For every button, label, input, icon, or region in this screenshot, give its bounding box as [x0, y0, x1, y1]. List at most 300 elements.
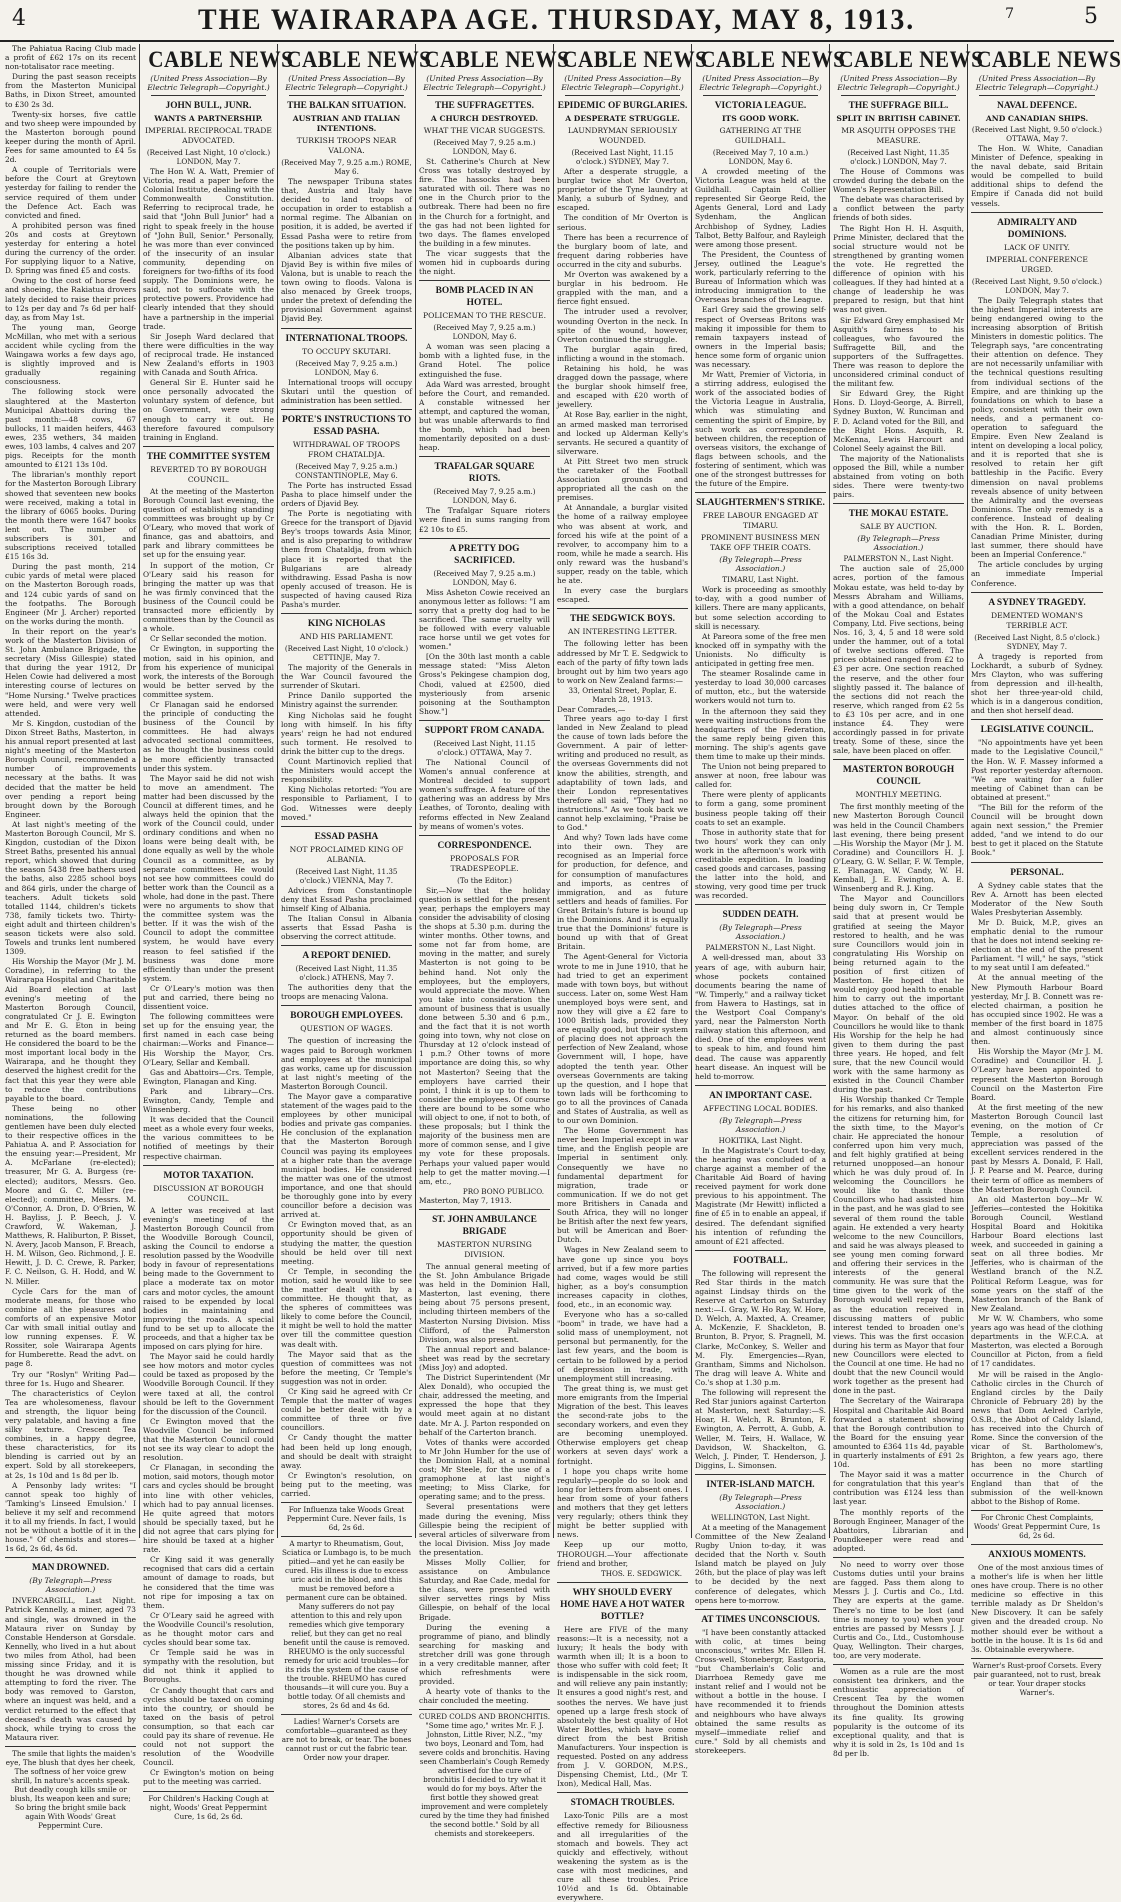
article-heading: THE SUFFRAGETTES.	[435, 101, 534, 111]
article-subheading: DEMENTED WOMAN'S TERRIBLE ACT.	[991, 610, 1083, 630]
dateline: (Received Last Night, 11.35 o'clock.) VIENNA, May 7.	[295, 866, 398, 885]
divider-rule	[419, 835, 550, 836]
divider-rule	[695, 1085, 826, 1086]
paragraph: Albanian advices state that Djavid Bey is within five miles of Valona, but is unable to reach the town owing to floods. Valona is also menaced by Greek troops, under the pretext of defending the provisional Government against Djavid Bey.	[281, 250, 412, 324]
divider-rule	[427, 95, 542, 96]
article-heading: ESSAD PASHA	[314, 831, 379, 842]
article-heading: PORTE'S INSTRUCTIONS TO ESSAD PASHA.	[281, 414, 412, 437]
divider-rule	[419, 280, 550, 281]
divider-rule	[5, 1557, 136, 1558]
divider-rule	[695, 1474, 826, 1475]
divider-rule	[971, 1658, 1103, 1659]
paragraph: His Worship the Mayor (Mr J. M. Coradine), in referring to the Wairarapa Hospital and Charitable Aid Board election at last evening's meeting of the Masterton Borough Council, congratulated Cr J. E. Ewington and Mr E. G. Eton in being returned as the board members. He considered the board to be the most important local body in the Wairarapa, and he thought they deserved the highest credit for the fact that this year they were able to reduce the contributions payable to the board.	[5, 957, 136, 1103]
paragraph: Cr Ewington, in supporting the motion, said in his opinion, and from his experience of municipal work, the interests of the Borough would be better served by the committee system.	[143, 644, 274, 699]
paragraph: Ada Ward was arrested, brought before the Court, and remanded. A constable witnessed her attempt, and captured the woman, but was unable afterwards to find the bomb, which had been momentarily deposited on a dust-heap.	[419, 379, 550, 453]
paragraph: The burglar again fired, inflicting a wound in the stomach.	[557, 344, 688, 363]
divider-rule	[971, 212, 1103, 213]
divider-rule	[281, 1714, 412, 1715]
cable-news-heading: CABLE NEWS	[838, 47, 984, 72]
paragraph: The following will represent the Red Star thirds in the match against Lindsay thirds on the Reserve at Carterton on Saturday next:—I. Gray, W. Ho Ray, W. Hore, D. Welch, A. Maxted, A. Creamer, A. McKenzie, F. Shackleton, B. Brunton, B. Pryor, S. Pragnell, M. Clarke, McConkey, S. Weller and M. Fly. Emergencies—Ryan, Grantham, Simms and Nicholson. The drag will leave A. White and Co.'s shop at 1.30 p.m.	[695, 1268, 826, 1387]
paragraph: Cr O'Leary's motion was then put and carried, there being no dissentient voice.	[143, 983, 274, 1012]
paragraph: King Nicholas said he fought long with himself. In his fifty years' reign he had not endured such torment. He resolved to drink the bitter cup to the dregs.	[281, 710, 412, 756]
article-subheading: GATHERING AT THE GUILDHALL.	[719, 126, 802, 145]
column-2	[140, 44, 294, 1821]
paragraph: A well-dressed man, about 33 years of age, with auburn hair, whose pockets contained documents bearing the name of "W. Timperly," and a railway ticket from Hawera to Hastings, sat in the Westport Coal Company's yard, near the Palmerston North railway station this afternoon, and died. One of the employees went to speak to him, and found him dead. The cause was apparently heart disease. An inquest will be held to-morrow.	[695, 953, 826, 1081]
article-heading: STOMACH TROUBLES.	[570, 1798, 675, 1809]
paragraph: At Annandale, a burglar visited the home of a railway employee who was absent at work, and forced his wife at the point of a revolver, to accompany him to a room, while he made a search. His only reward was the husband's supper, ready on the table, which he ate.	[557, 503, 688, 586]
paragraph: Twenty-six horses, five cattle and two sheep were impounded by the Masterton borough pound keeper during the month of April. Fees for same amounted to £4 5s 2d.	[5, 109, 136, 165]
article-heading: TRAFALGAR SQUARE RIOTS.	[434, 462, 535, 485]
column-8	[968, 44, 1121, 1697]
divider-rule	[971, 1544, 1103, 1545]
page-number-left: 4	[12, 6, 26, 31]
article-heading: BOMB PLACED IN AN HOTEL.	[435, 286, 534, 309]
paragraph: At Pitt Street two men struck the caretaker of the Football Association grounds and appropriated all the cash on the premises.	[557, 456, 688, 503]
byline: (By Telegraph—Press Association.)	[719, 1115, 802, 1134]
article-heading: AT TIMES UNCONSCIOUS.	[701, 1614, 820, 1625]
article-subheading: TO OCCUPY SKUTARI.	[302, 346, 391, 356]
paragraph: The Secretary of the Wairarapa Hospital and Charitable Aid Board forwarded a statement showing that the Borough contribution to the Board for the ensuing year amounted to £364 11s 4d, payable in quarterly instalments of £91 2s 10d.	[833, 1396, 964, 1470]
advertisement: Women as a rule are the most consistent tea drinkers, and the enthusiastic appreciation of Crescent Tea by the women throughout the Dominion attests its fine quality. Its growing popularity is the outcome of its exceptional quality, and that is why it is sold in 2s, 1s 10d and 1s 8d per lb.	[833, 1667, 964, 1758]
article-heading: CORRESPONDENCE.	[437, 840, 532, 851]
verse-advertisement: The smile that lights the maiden's eye, The blush that dyes her cheek, The softness of her voice grew shrill, In nature's accents speak. But deadly cough kills smile or blush, Its weapon keen and sure; So bring the bright smile back again With Woods' Great Peppermint Cure.	[5, 1748, 136, 1830]
paragraph: A couple of Territorials were before the Court at Greytown yesterday for failing to render the service required of them under the Defence Act. Each was convicted and fined.	[5, 165, 136, 220]
paragraph: Cr Flanagan said he endorsed the principle of conducting the business of the Council by committees. He had always advocated sectional committees, as he thought the business could be more efficiently transacted under this system.	[143, 699, 274, 773]
divider-rule	[281, 409, 412, 410]
article-subheading: QUESTION OF WAGES.	[300, 1024, 393, 1034]
article-heading: VICTORIA LEAGUE.	[714, 101, 807, 111]
paragraph: The debate was characterised by a conflict between the party friends of both sides.	[833, 195, 964, 223]
press-association-line: (United Press Association—By Electric Telegraph—Copyright.)	[837, 74, 960, 92]
paragraph: St. Catherine's Church at New Cross was totally destroyed by fire. The hassocks had been saturated with oil. There was no one in the Church prior to the outbreak. There had been no fire in the Church for a fortnight, and the gas had not been lighted for two days. The flames enveloped the building in a few minutes.	[419, 157, 550, 248]
paragraph: In support of the motion, Cr O'Leary said his reason for bringing the matter up was that he was firmly convinced that the business of the Council could be transacted more efficiently by committees than by the Council as a whole.	[143, 560, 274, 634]
paragraph: Several presentations were made during the evening, Miss Gillespie being the recipient of several articles of silverware from the local Division. Miss Joy made the presentation.	[419, 1502, 550, 1557]
paragraph: The House of Commons was crowded during the debate on the Women's Representation Bill.	[833, 167, 964, 195]
paragraph: At last night's meeting of the Masterton Borough Council, Mr S. Kingdon, custodian of the Dixon Street Baths, presented his annual report, which showed that during the season 5438 free bathers used the baths, also 2285 school boys and 864 girls, under the charge of teachers. Adult tickets sold totalled 1144, children's tickets 738, family tickets two. Thirty-eight adult and thirteen children's season tickets were also sold. Towels and trunks lent numbered 1309.	[5, 819, 136, 957]
article-heading: NAVAL DEFENCE.	[997, 101, 1077, 111]
cable-news-heading: CABLE NEWS	[148, 47, 294, 72]
article-subheading: PROMINENT BUSINESS MEN TAKE OFF THEIR COATS.	[700, 533, 821, 553]
divider-rule	[971, 862, 1103, 863]
dateline: (Received May 7, 9.25 a.m.) LONDON, May 6.	[433, 138, 536, 156]
paragraph: The authorities deny that the troops are menacing Valona.	[281, 983, 412, 1002]
byline: (By Telegraph—Press Association.)	[857, 534, 940, 553]
article-subheading: POLICEMAN TO THE RESCUE.	[422, 311, 547, 321]
divider-rule	[557, 608, 688, 609]
paragraph: A crowded meeting of the Victoria League was held at the Guildhall. Captain Collier represented Sir George Reid, the Agents General, Lord and Lady Sydenham, the Anglican Archbishop of Sydney, Ladies Talbot, Betty Balfour, and Rayleigh were among those present.	[695, 167, 826, 249]
paragraph: The following stock were slaughtered at the Masterton Municipal Abattoirs during the past month:—48 cows, 67 bullocks, 11 maiden heifers, 4463 ewes, 235 wethers, 34 maiden ewes, 103 lambs, 4 calves and 207 pigs. Receipts for the month amounted to £121 13s 10d.	[5, 387, 136, 470]
paragraph: The Agent-General for Victoria wrote to me in June 1910, that he had tried to get an experiment made with town boys, but without success. Later on, some West Ham unemployed boys were sent, and now they will give a £2 fare to 1000 British lads, provided they are equally good, but their system of placing does not approach the perfection of New Zealand, whose Government will, I hope, have adopted the tenth year. Other overseas Governments are taking up the question, and I hope that town lads will be forthcoming to go to all the provinces of Canada and States of Australia, as well as to our own Dominion.	[557, 952, 688, 1126]
advertisement: No need to worry over those Customs duties until your brains are fagged. Pass them along to Messrs J. J. Curtis and Co., Ltd. They are experts at the game. There's no time to be lost (and time is money to you) when your entries are passed by Messrs J. J. Curtis and Co., Ltd., Customhouse Quay, Wellington. Their charges, too, are very moderate.	[833, 1560, 964, 1660]
paragraph: Everyone who has a so-called "boom" in trade, we have had a solid mass of unemployment, not personal but permanently, for the last few years, and the boom is certain to be followed by a period of depression in trade, with unemployment still increasing.	[557, 1310, 688, 1383]
article-subheading: AND CANADIAN SHIPS.	[985, 114, 1089, 123]
paragraph: Cr Sellar seconded the motion.	[150, 634, 267, 644]
paragraph: Sir Joseph Ward declared that there were difficulties in the way of reciprocal trade. He instanced New Zealand's efforts in 1903 with Canada and South Africa.	[143, 331, 274, 378]
paragraph: At Pareora some of the free men knocked off in sympathy with the Unionists. No difficulty is anticipated in getting free men.	[695, 631, 826, 669]
paragraph: The Pahiatua Racing Club made a profit of £62 17s on its recent non-totalisator race meeting.	[5, 44, 136, 72]
paragraph: The condition of Mr Overton is serious.	[557, 213, 688, 232]
paragraph: The newspaper Tribuna states that, Austria and Italy have decided to land troops of occupation in order to establish a normal regime. The Albanian on position, it is added, be averted if Essad Pasha were to retire from the positions taken up by him.	[281, 177, 412, 250]
to-the-editor: (To the Editor.)	[457, 875, 512, 885]
article-subheading: REVERTED TO BY BOROUGH COUNCIL.	[150, 464, 267, 484]
paragraph: "The Bill for the reform of the Council will be brought down again next session," the Premier added, "and we intend to do our best to get it placed on the Statute Book."	[971, 802, 1103, 858]
paragraph: At the first meeting of the new Masterton Borough Council last evening, on the motion of Cr Temple, a resolution of appreciation was passed of the excellent services rendered in the past by Messrs A. Donald, F. Hall, J. P. Pearse and M. Pearce, during their term of office as members of the Masterton Borough Council.	[971, 1102, 1103, 1194]
paragraph: Owing to the cost of horse feed and shoeing, the Rakiatua drovers lately decided to raise their prices to 12s per day and 7s 6d per half-day, as from May 1st.	[5, 276, 136, 322]
paragraph: The Trafalgar Square rioters were fined in sums ranging from £2 10s to £5.	[419, 506, 550, 534]
divider-rule	[695, 492, 826, 493]
paragraph: And why? Town lads have come into their own. They are recognised as an Imperial force for production, for defence, and for consumption of manufactures and imports, as centres of immigration, and as future settlers and heads of families. For Great Britain's future is bound up in the Dominions. And it is equally true that the Dominions' future is bound up with that of Great Britain.	[557, 833, 688, 952]
article-subheading: AFFECTING LOCAL BODIES.	[703, 1103, 818, 1113]
columns	[2, 44, 1121, 1902]
advertisement: For Children's Hacking Cough at night, Woods' Great Peppermint Cure, 1s 6d, 2s 6d.	[148, 1793, 269, 1821]
press-association-line: (United Press Association—By Electric Telegraph—Copyright.)	[423, 74, 546, 92]
article-heading: THE BALKAN SITUATION.	[287, 101, 406, 111]
letter-salutation: Dear Comrades,—	[557, 704, 626, 714]
advertisement: For Chronic Chest Complaints, Woods' Great Peppermint Cure, 1s 6d, 2s 6d.	[973, 1512, 1101, 1540]
paragraph: The auction sale of 25,000 acres, portion of the famous Mokau estate, was held to-day by Messrs Abraham and Williams, with a good attendance, on behalf of the Mokau Coal and Estates Company, Ltd. Five sections, being Nos. 16, 3, 4, 5 and 18 were sold under the hammer, out of a total of twelve sections offered. The prices obtained ranged from £2 to £3 per acre. One section reached the reserve, and the other four slightly passed it. The balance of the sections did not reach the reserve, which ranged from £2 5s to £3 10s per acre, and in one instance £4. They were accordingly passed in for private treaty. Some of these, since the sale, have been placed on offer.	[833, 564, 964, 756]
divider-rule	[419, 456, 550, 457]
advertisement: For Influenza take Woods Great Peppermint Cure. Never fails, 1s 6d, 2s 6d.	[286, 1505, 407, 1533]
article-heading: THE SEDGWICK BOYS.	[570, 614, 675, 625]
cable-news-heading: CABLE NEWS	[976, 47, 1121, 72]
article-subheading: PROPOSALS FOR TRADESPEOPLE.	[450, 853, 519, 873]
paragraph: A Pensonby lady writes: "I cannot speak too highly of 'Tamking's Linseed Emulsion.' I believe it my self and recommend it to all my friends. In fact, I would not be without a bottle of it in the house." Of chemists and stores—1s 6d, 2s 6d, 4s 6d.	[5, 1480, 136, 1554]
paragraph: Wages in New Zealand seem to have gone up since you boys arrived, but if a few more parties had come, wages would be still higher, as a boy's consumption increases capacity in clothes, food, etc., in an economic way.	[557, 1245, 688, 1309]
divider-rule	[281, 328, 412, 329]
paragraph: Mr D. Buick, M.P., gives an emphatic denial to the rumour that he does not intend seeking re-election at the end of the present Parliament. "I will," he says, "stick to my seat until I am defeated."	[971, 917, 1103, 973]
paragraph: The Right Hon H. H. Asquith, Prime Minister, declared that the social structure would not be strengthened by granting women the vote. He regretted the difference of opinion with his colleagues. If they had hinted at a change of leadership he was prepared to resign, but that hint was not given.	[833, 223, 964, 315]
divider-rule	[695, 1609, 826, 1610]
paragraph: The Daily Telegraph states that the highest Imperial interests are being endangered owing to the increasing absorption of British Ministers in domestic politics. The Telegraph says, "are concentrating their attention on defence. They are not necessarily unfamiliar with the technical questions resulting from individual sections of the Empire, and are thinking up the foundations on which to base a policy, consistent with their own needs, and a permanent co-operation to safeguard the Empire. Even New Zealand is intent on developing a local policy, and it is reported that she is resolved to retain her gift battleship in the Pacific. Every dimension on naval problems reveals absence of unity between the Admiralty and the overseas Dominions. The only remedy is a conference. Instead of dealing with the Hon. R. L. Borden, Canadian Prime Minister, during last summer, there should have been an Imperial Conference."	[971, 295, 1103, 560]
paragraph: Cycle Cars for the man of moderate means, for those who combine all the pleasures and comforts of an expensive Motor Car with small initial outlay and low running expenses. F. W. Rossiter, sole Wairarapa Agents for Humberette. Read the advt. on page 8.	[5, 1286, 136, 1369]
paragraph: There has been a recurrence of the burglary boom of late, and frequent daring robberies have occurred in the city and suburbs.	[557, 232, 688, 269]
article-subheading: SALE BY AUCTION.	[859, 522, 938, 532]
signature: THOS. E. SEDGWICK.	[600, 1568, 682, 1578]
article-heading: THE MOKAU ESTATE.	[848, 509, 949, 520]
paragraph: Mr will be raised in the Anglo-Catholic circles in the Church of England circles by the Daily Chronicle of February 28) by the news that Dom Aelred Carlyle, O.S.B., the Abbot of Caldy Island, has received into the Church of Rome. Since the conversion of the vicar of St. Bartholomew's, Brighton, a few years ago, there has been no more startling occurrence in the Church of England than that of the submission of the well-known abbot to the Bishop of Rome.	[971, 1369, 1103, 1506]
divider-rule	[289, 95, 404, 96]
advertisement: Ladies! Warner's Corsets are comfortable—guaranteed as they are not to break, or tear. The bones cannot rust or cut the fabric tear. Order now your draper.	[281, 1717, 412, 1763]
dateline: (Received Last Night, 10 o'clock.) CETTINJE, May 7.	[284, 644, 409, 663]
paragraph: The following letter has been addressed by Mr T. E. Sedgwick to each of the party of fifty town lads brought out by him two years ago to work on New Zealand farms:—	[557, 639, 688, 685]
paragraph: Prince Danilo supported the Ministry against the surrender.	[281, 691, 412, 710]
article-subheading: AND HIS PARLIAMENT.	[299, 632, 394, 642]
cable-news-heading: CABLE NEWS	[424, 47, 570, 72]
divider-rule	[833, 503, 964, 504]
divider-rule	[419, 538, 550, 539]
advertisement: CURED COLDS AND BRONCHITIS. "Some time ago," writes Mr. F. J. Johnston, Little River, N.Z., "my two boys, Leonard and Tom, had severe colds and bronchitis. Having seen Chamberlain's Cough Remedy advertised for the cure of bronchitis I decided to try what it would do for my boys. After the first bottle they showed great improvement and were completely cured by the time they had finished the second bottle." Sold by all chemists and storekeepers.	[419, 1712, 550, 1839]
dateline: (Received May 7, 9.25 a.m.) CONSTANTINOPLE, May 6.	[295, 461, 398, 480]
cable-news-heading: CABLE NEWS	[700, 47, 846, 72]
paragraph: Cr Ewington's motion on being put to the meeting was carried.	[143, 1768, 274, 1787]
column-1	[2, 44, 140, 1830]
paragraph: The monthly reports of the Borough Engineer, Manager of the Abattoirs, Librarian and Poundkeeper were read and adopted.	[833, 1507, 964, 1553]
article-heading: LEGISLATIVE COUNCIL.	[980, 725, 1094, 736]
paragraph: The Hon. W. White, Canadian Minister of Defence, speaking in the naval debate, said Britain would be compelled to build additional ships to defend the Empire if Canada did not build vessels.	[971, 144, 1103, 208]
paragraph: It was decided that the Council meet as a whole every four weeks, the various committees to be notified of meetings by their respective chairman.	[143, 1115, 274, 1161]
divider-rule	[703, 95, 818, 96]
paragraph: The Porte is negotiating with Greece for the transport of Djavid Bey's troops towards Asia Minor, and is also preparing to withdraw them from Chataldja, from which place it is reported that the Bulgarians are already withdrawing. Essad Pasha is now openly accused of treason. He is suspected of having caused Riza Pasha's murder.	[281, 509, 412, 609]
divider-rule	[557, 1582, 688, 1583]
paragraph: A prohibited person was fined 20s and costs at Greytown yesterday for entering a hotel during the currency of the order. For supplying liquor to a Native, D. Spring was fined £5 and costs.	[5, 220, 136, 276]
paragraph: The first monthly meeting of the new Masterton Borough Council was held in the Council Chambers last evening, there being present—His Worship the Mayor (Mr J. M. Coradine) and Councillors H. J. O'Leary, G. W. Sellar, F. W. Temple, E. Flanagan, W. Candy, W. H. Kemball, J. E. Ewington, A. E. Winsenberg and R. J. King.	[833, 802, 964, 894]
paragraph: Sir,—Now that the holiday question is settled for the present year, perhaps the employers may consider the advisability of closing the shops at 5.30 p.m. during the winter months. Other towns, and some not far from home, are moving in the matter, and surely Masterton is not going to be behind hand. Not only the employees, but the employers, would appreciate the move. When you take into consideration the amount of business that is usually done between 5.30 and 6 p.m., and the fact that it is not worth going into town, why not close on Thursday at 12 o'clock instead of 1 p.m.? Other towns of more importance are doing this, so why not Masterton? Seeing that the employers have carried their point, I think it is up to them to consider the employees. Of course there are bound to be some who will object to one, if not to both, of these proposals; but I think the majority of the business men are more of common sense, and I give my vote for these proposals. Perhaps your valued paper would help to get the matter moving.—I am, etc.,	[419, 885, 550, 1186]
divider-rule	[5, 1746, 136, 1747]
paragraph: The Mayor said that as the question of committees was not before the meeting, Cr Temple's suggestion was not in order.	[281, 1349, 412, 1386]
divider-rule	[143, 1791, 274, 1792]
paragraph: His Worship thanked Cr Temple for his remarks, and also thanked the citizens for returning him, for the sixth time, to the Mayor's chair. He appreciated the honour conferred upon him very much, and felt highly gratified at being returned unopposed—an honour which he was duly proud of. In welcoming the Councillors he would like to thank those Councillors who had assisted him in the past, and he was glad to see several of them round the table again. He extended a very hearty welcome to the new Councillors, and said he was always pleased to see young men coming forward and offering their services in the interests of the general community. He was sure that the time given to the work of the Borough would well repay them, as the education received in discussing matters of public interest tended to broaden one's views. This was the first occasion during his term as Mayor that four new Councillors were elected to the Council at one time. He had no doubt that the new Council would work together as the present had done in the past.	[833, 1095, 964, 1396]
paragraph: The Hon W. A. Watt, Premier of Victoria, read a paper before the Colonial Institute, dealing with the Commonwealth Constitution. Referring to reciprocal trade, he said that "John Bull Junior" had a right to speak freely in the house of "John Bull, Senior." Personally, he was more than ever convinced of the insecurity of an insular community, depending on foreigners for two-fifths of its food supply. The Dominions were, he said, not to suffocate with the protective powers. Providence had clearly intended that they should have a partnership in the imperial trade.	[143, 167, 274, 331]
dateline: PALMERSTON N., Last Night.	[843, 554, 954, 564]
article-subheading: NOT PROCLAIMED KING OF ALBANIA.	[289, 844, 404, 864]
paragraph: At Rose Bay, earlier in the night, an armed masked man terrorised and locked up Alderman Kelly's servants. He secured a quantity of silverware.	[557, 410, 688, 456]
paragraph: The Mayor said he could hardly see how motors and motor cycles could be taxed as proposed by the Woodville Borough Council. If they were taxed at all, the control should be left to the Government for the discussion of the Council.	[143, 1352, 274, 1416]
article-subheading: SPLIT IN BRITISH CABINET.	[836, 114, 961, 123]
paragraph: "No appointments have yet been made to the Legislative Council," the Hon. W. F. Massey informed a Post reporter yesterday afternoon. "We are waiting for a fuller meeting of Cabinet than can be obtained at present."	[971, 738, 1103, 802]
dateline: (Received Last Night, 9.50 o'clock.) OTTAWA, May 7.	[971, 125, 1103, 143]
article-heading: A REPORT DENIED.	[302, 951, 391, 962]
paragraph: The intruder used a revolver, wounding Overton in the neck. In spite of the wound, however, Overton continued the struggle.	[557, 307, 688, 344]
paragraph: Cr Ewington moved that, as an opportunity should be given of studying the matter, the question should be held over till next meeting.	[281, 1220, 412, 1266]
paragraph: Earl Grey said the growing self-respect of Overseas Britons was making it impossible for them to remain taxpayers instead of owners in the Imperial basis; hence some form of organic union was necessary.	[695, 305, 826, 369]
column-3	[278, 44, 432, 1763]
dateline: (Received Last Night, 10 o'clock.) LONDON, May 7.	[146, 148, 271, 166]
article-subheading: A DESPERATE STRUGGLE.	[565, 114, 680, 123]
paragraph: Here are FIVE of the many reasons:—It is a necessity, not a luxury; It heals the body with warmth when ill; It is a boon to those who suffer with cold feet; It is indispensable in the sick room, and will relieve any pain instantly; It ensures a good night's rest, and soothes the nerves. We have just opened up a large fresh stock of absolutely the best quality of Hot Water Bottles, which have come direct from the best British Manufacturers. Your inspection is requested. Posted on any address from J. V. GORDON, M.P.S., Dispensing Chemist, Ltd., (Mr T. Ixon), Medical Hall, Mas.	[557, 1624, 688, 1789]
article-heading: SUPPORT FROM CANADA.	[424, 725, 545, 736]
paragraph: The Mayor said it was a matter for congratulation that this year's contribution was £124 less than last year.	[833, 1470, 964, 1507]
paragraph: Count Martinovich replied that the Ministers would accept the responsibility.	[281, 757, 412, 785]
paragraph: Mr Watt, Premier of Victoria, in a stirring address, eulogised the work of the associated bodies of the Victoria League in Australia, which was stimulating and cementing the spirit of Empire, by such work as correspondence between children, the reception of overseas visitors, the exchange of flags between schools, and the fostering of sentiment, which was one of the strongest buttresses for the future of the Empire.	[695, 370, 826, 489]
article-heading: THE SUFFRAGE BILL.	[848, 101, 949, 111]
dateline: HOKITIKA, Last Night.	[718, 1135, 803, 1145]
article-subheading: FREE LABOUR ENGAGED AT TIMARU.	[702, 511, 819, 531]
paragraph: During the past month, 214 cubic yards of metal were placed on the Masterton Borough roads, and 124 cubic yards of sand on the footpaths. The Borough Engineer (Mr J. Archer) reported on the works during the month.	[5, 562, 136, 626]
divider-rule	[419, 1209, 550, 1210]
divider-rule	[281, 1005, 412, 1006]
paragraph: In every case the burglars escaped.	[557, 586, 688, 605]
divider-rule	[557, 1792, 688, 1793]
paragraph: Cr King said it was generally recognised that cars did a certain amount of damage to roads, but he considered that the time was not ripe for imposing a tax on them.	[143, 1555, 274, 1610]
dateline: (Received Last Night, 11.35 o'clock.) LONDON, May 7.	[847, 148, 950, 166]
divider-rule	[281, 613, 412, 614]
article-heading: SUDDEN DEATH.	[722, 910, 799, 921]
paragraph: Gas and Abattoirs—Crs. Temple, Ewington, Flanagan and King.	[143, 1067, 274, 1086]
signature: PRO BONO PUBLICO.	[462, 1186, 544, 1196]
paragraph: The Porte has instructed Essad Pasha to place himself under the orders of Djavid Bey.	[281, 480, 412, 508]
letter-date: Masterton, May 7, 1913.	[419, 1195, 512, 1205]
press-association-line: (United Press Association—By Electric Telegraph—Copyright.)	[699, 74, 822, 92]
paragraph: A letter was received at last evening's meeting of the Masterton Borough Council from the Woodville Borough Council, asking the Council to endorse a resolution passed by the Woodville body in favour of representations being made to the Government to place a moderate tax on motor cars and motor cycles, the amount raised to be expended by local bodies in maintaining and improving the roads. A special fund to be set up to allocate the proceeds, and that a higher tax be imposed on cars plying for hire.	[143, 1205, 274, 1352]
paragraph: Cr Temple said he was in sympathy with the resolution, but did not think it applied to Boroughs.	[143, 1648, 274, 1685]
byline: (By Telegraph—Press Association.)	[719, 1492, 802, 1511]
paragraph: The characteristics of Ceylon Tea are wholesomeness, flavour and strength, the liquor being very palatable, and having a fine silky texture. Crescent Tea combines, in a happy degree, these characteristics, for its blending is carried out by an expert. Sold by all storekeepers, at 2s, 1s 10d and 1s 8d per lb.	[5, 1388, 136, 1480]
cable-news-heading: CABLE NEWS	[286, 47, 432, 72]
paragraph: "I have been constantly attacked with colic, at times being unconscious," writes Mr. Ellen H. Cross-well, Stonebergr, Eastgoria, "but Chamberlain's Colic and Diarrhoea Remedy gave me instant relief and I would not be without a bottle in the house. I have recommended it to friends and neighbours who have always obtained the same results as myself—immediate relief and cure." Sold by all chemists and storekeepers.	[695, 1627, 826, 1755]
dateline: (Received May 7, 9.25 a.m.) LONDON, May 6.	[433, 323, 536, 342]
page-number-right: 5	[1084, 4, 1098, 29]
article-heading: ANXIOUS MOMENTS.	[988, 1549, 1086, 1560]
paragraph: The following committees were set up for the ensuing year, the first named in each case being chairman:—Works and Finance—His Worship the Mayor, Crs. O'Leary, Sellar and Kemball.	[143, 1012, 274, 1067]
divider-rule	[695, 1250, 826, 1251]
paragraph: The Union not being prepared to answer at noon, free labour was called for.	[695, 762, 826, 790]
article-heading: ST. JOHN AMBULANCE BRIGADE	[432, 1214, 537, 1237]
paragraph: A Sydney cable states that the Rev A. Arnott has been elected Moderator of the New South Wales Presbyterian Assembly.	[971, 880, 1103, 917]
paragraph: INVERCARGILL, Last Night. Patrick Kennelly, a miner, aged 73 and single, was drowned in the Mataura river on Sunday by Constable Henderson at Gorsdale. Kennelly, who lived in a hut about two miles from Athol, had been missing since Friday, and it is thought he was drowned while attempting to ford the river. The body was removed to Garston, where an inquest was held, and a verdict returned to the effect that deceased's death was caused by shock, while trying to cross the Mataura river.	[5, 1596, 136, 1742]
dateline: (Received May 7, 10 a.m.) LONDON, May 6.	[712, 148, 809, 166]
paragraph: Sir Edward Grey, the Right Hons. D. Lloyd-George, A. Birrell, Sydney Buxton, W. Runciman and F. D. Acland voted for the Bill, and the Right Hons. Asquith, R. McKenna, Lewis Harcourt and Colonel Seely against the Bill.	[833, 389, 964, 453]
article-heading: FOOTBALL.	[733, 1255, 788, 1266]
masthead	[0, 0, 1114, 42]
column-5	[554, 44, 708, 1902]
divider-rule	[971, 719, 1103, 720]
divider-rule	[695, 904, 826, 905]
divider-rule	[143, 446, 274, 447]
paragraph: The majority of the Nationalists opposed the Bill, while a number abstained from voting on both sides. There were twenty-two pairs.	[833, 453, 964, 500]
article-heading: A SYDNEY TRAGEDY.	[988, 597, 1086, 608]
paragraph: The great thing is, we must get more emigrants from the Imperial Migration of the best. This leaves the second-rate jobs to the secondary workers, and even they are becoming unemployed. Otherwise employers get cheap workers at seven days' work a fortnight.	[557, 1383, 688, 1466]
article-heading: KING NICHOLAS	[307, 619, 386, 630]
newspaper-title: THE WAIRARAPA AGE. THURSDAY, MAY 8, 1913.	[198, 3, 916, 36]
paragraph: During the past season receipts from the Masterton Municipal Baths, in Dixon Street, amounted to £30 2s 3d.	[5, 72, 136, 109]
dateline: (Received May 7, 9.25 a.m.) ROME, May 6.	[281, 158, 412, 176]
advertisement: Warner's Rust-proof Corsets. Every pair guaranteed, not to rust, break or tear. Your draper stocks Warner's.	[972, 1660, 1102, 1697]
paragraph: Votes of thanks were accorded to Mr John Humber for the use of the Dominion Hall, at a nominal cost; Mr Steele, for the use of a gramophone at last night's meeting; to Miss Clarke, for operating same; and to the press.	[419, 1437, 550, 1502]
paragraph: The majority of the Generals in the War Council favoured the surrender of Skutari.	[281, 663, 412, 691]
divider-rule	[833, 1664, 964, 1665]
paragraph: In the afternoon they said they were waiting instructions from the headquarters of the Federation, the same reply being given this morning. The ship's agents gave them time to make up their minds.	[695, 706, 826, 761]
dateline: (Received Last Night, 11.15 o'clock.) OTTAWA, May 7.	[433, 738, 536, 757]
advertisement: A martyr to Rheumatism, Gout, Sciatica or Lumbago is, to be much pitied—and yet he can easily be cured. His illness is due to excess uric acid in the blood, and this must be removed before a permanent cure can be obtained. Many sufferers do not pay attention to this and rely upon remedies which give temporary relief, but they can get no real benefit until the cause is removed. RHEUMO is the only successful remedy for uric acid troubles—for its rids the system of the cause of the trouble. RHEUMO has cured thousands—it will cure you. Buy a bottle today. Of all chemists and stores, 2s 6d and 4s 6d.	[282, 1539, 411, 1711]
press-association-line: (United Press Association—By Electric Telegraph—Copyright.)	[147, 74, 270, 92]
paragraph: Mr W. W. Chambers, who some years ago was head of the clothing departments in the W.F.C.A. at Masterton, was elected a Borough Councillor at Picton, from a field of 17 candidates.	[971, 1313, 1103, 1369]
divider-rule	[281, 1536, 412, 1537]
divider-rule	[971, 592, 1103, 593]
paragraph: The Home Government has never been Imperial except in war time, and the English people are Imperial in sentiment only. Consequently we have no fundamental department for migration, trade or communication. If we do not get more Britishers in Canada and South Africa, they will no longer be British after the next few years, but will be American and Boer-Dutch.	[557, 1126, 688, 1245]
article-subheading: MR ASQUITH OPPOSES THE MEASURE.	[841, 126, 956, 145]
article-subheading: TURKISH TROOPS NEAR VALONA.	[296, 136, 397, 155]
paragraph: [On the 30th last month a cable message stated: "Miss Aleton Gross's Pekingese champion dog, Chodi, valued at £2500, died mysteriously from arsenic poisoning at the Southampton Show."]	[419, 652, 550, 716]
paragraph: King Nicholas retorted: "You are responsible to Parliament, I to God. Witnesses were deeply moved."	[281, 785, 412, 822]
article-subheading: IMPERIAL CONFERENCE URGED.	[986, 254, 1088, 274]
article-subheading: AUSTRIAN AND ITALIAN INTENTIONS.	[292, 114, 401, 133]
article-heading: MAN DROWNED.	[31, 1563, 110, 1574]
paragraph: The Mayor gave a comparative statement of the wages paid to the employees by other municipal bodies and private gas companies. He conclusion of the explanation that the Masterton Borough Council was paying its employees at a higher rate than the average municipal bodies. He considered the matter was one of the utmost importance, and one that should be thoroughly gone into by every councillor before a decision was arrived at.	[281, 1092, 412, 1220]
paragraph: One of the most anxious times of a mother's life is when her little ones have croup. There is no other medicine so effective in this terrible malady as Dr Sheldon's New Discovery. It can be safely given and the dreaded croup. No mother should ever be without a bottle in the house. It is 1s 6d and 3s. Obtainable everywhere.	[971, 1562, 1103, 1654]
column-6	[692, 44, 846, 1755]
paragraph: After a desperate struggle, a burglar twice shot Mr Overton, proprietor of the Tyne laundry at Manly, a suburb of Sydney, and escaped.	[557, 167, 688, 213]
paragraph: The Italian Consul in Albania asserts that Essad Pasha is observing the correct attitude.	[281, 913, 412, 942]
article-subheading: LAUNDRYMAN SERIOUSLY WOUNDED.	[567, 126, 678, 145]
paragraph: There were plenty of applicants to form a gang, some prominent business people taking off their coats to set an example.	[695, 790, 826, 827]
paragraph: Mr Overton was awakened by a burglar in his bedroom. He grappled with the man, and a fierce fight ensued.	[557, 270, 688, 307]
paragraph: In their report on the year's work of the Masterton Division of St. John Ambulance Brigade, the secretary (Miss Gillespie) stated that during the year 1912, Dr Helen Cowie had delivered a most interesting course of lectures on "Home Nursing." Twelve practices were held, and were very well attended.	[5, 626, 136, 718]
divider-rule	[419, 1709, 550, 1710]
column-7	[830, 44, 984, 1758]
divider-rule	[565, 95, 680, 96]
dateline: (Received May 7, 9.25 a.m.) LONDON, May 6.	[295, 358, 398, 377]
article-subheading: WHAT THE VICAR SUGGESTS.	[423, 126, 546, 135]
paragraph: Work is proceeding as smoothly to-day, with a good number of killers. There are many applicants, but some selection according to skill is necessary.	[695, 585, 826, 631]
dateline: WELLINGTON, Last Night.	[710, 1512, 811, 1522]
paragraph: Keep up our motto, THOROUGH.—Your affectionate friend and brother,	[557, 1540, 688, 1568]
article-subheading: MASTERTON NURSING DIVISION.	[437, 1239, 532, 1259]
paragraph: The young man, George McMillan, who met with a serious accident while cycling from the Waingawa works a few days ago, is slightly improved and is gradually regaining consciousness.	[5, 322, 136, 387]
cable-news-heading: CABLE NEWS	[562, 47, 708, 72]
paragraph: General Sir E. Hunter said he once personally advocated the voluntary system of defence, but on Government, were strong enough to carry it out. He therefore favoured compulsory training in England.	[143, 378, 274, 442]
paragraph: Try our "Roslyn" Writing Pad—three for 1s. Hugo and Shearer.	[5, 1369, 136, 1388]
divider-rule	[281, 1502, 412, 1503]
paragraph: A tragedy is reported from Lockhardt, a suburb of Sydney. Mrs Clayton, who was suffering from depression and ill-health, shot her three-year-old child, which is in a dangerous condition, and then shot herself dead.	[971, 651, 1103, 716]
paragraph: The vicar suggests that the women hid in cupboards during the night.	[419, 248, 550, 277]
paragraph: Sir Edward Grey emphasised Mr Asquith's fairness to his colleagues, who favoured the Suffragette Bill, and the supporters of the Suffragettes. There was reason to deplore the unconsidered criminal conduct of the militant few.	[833, 315, 964, 389]
paragraph: Cr Candy thought that cars and cycles should be taxed on coming into the country, or should be taxed on the basis of petrol consumption, so that each car could pay its share of revenue. He could not not support the resolution of the Woodville Council.	[143, 1685, 274, 1768]
paragraph: The question of increasing the wages paid to Borough workmen and employees at the municipal gas works, came up for discussion at last night's meeting of the Masterton Borough Council.	[281, 1036, 412, 1091]
divider-rule	[841, 95, 956, 96]
article-subheading: WANTS A PARTNERSHIP.	[154, 114, 263, 123]
paragraph: A hearty vote of thanks to the chair concluded the meeting.	[419, 1687, 550, 1706]
article-subheading: A CHURCH DESTROYED.	[430, 114, 539, 123]
paragraph: Cr Ewington moved that the Woodville Council be informed that the Masterton Council could not see its way clear to adopt the resolution.	[143, 1416, 274, 1463]
dateline: (Received Last Night, 9.50 o'clock.) LONDON, May 7.	[971, 276, 1103, 295]
article-subheading: AN INTERESTING LETTER.	[568, 627, 677, 637]
paragraph: The District Superintendent (Mr Alex Donald), who occupied the chair, addressed the meeting, and expressed the hope that they would meet again at no distant date. Mr A. J. Parton responded on behalf of the Carterton branch.	[419, 1373, 550, 1437]
dateline: PALMERSTON N., Last Night.	[705, 943, 816, 953]
dateline: (Received May 7, 9.25 a.m.) LONDON, May 6.	[433, 487, 536, 506]
byline: (By Telegraph—Press Association.)	[719, 555, 802, 574]
paragraph: An old Masterton boy—Mr W. Jefferies—contested the Hokitika Borough Council, Westland Hospital Board and Hokitika Harbour Board elections last week, and succeeded in gaining a seat on all three bodies. Mr Jefferies, who is chairman of the Westland branch of the N.Z. Political Reform League, was for some years on the staff of the Masterton branch of the Bank of New Zealand.	[971, 1194, 1103, 1313]
paragraph: Advices from Constantinople deny that Essad Pasha proclaimed himself King of Albania.	[281, 885, 412, 913]
paragraph: Those in authority state that for two hours' work they can only work in the afternoon's work with creditable expedition. In loading cased goods and carcases, passing the latter into the hold, and stowing, very good time per truck was recorded.	[695, 827, 826, 901]
press-association-line: (United Press Association—By Electric Telegraph—Copyright.)	[561, 74, 684, 92]
paragraph: Misses Molly Collier, for assistance on Ambulance Saturday, and Rae Cade, medal for the class, were presented with silver servettes rings by Miss Gillespie, on behalf of the local Brigade.	[419, 1557, 550, 1622]
article-heading: ADMIRALTY AND DOMINIONS.	[997, 217, 1077, 240]
paragraph: The librarian's monthly report for the Masterton Borough Library showed that seventeen new books were received, making a total in the library of 6065 books. During the month there were 1647 books lent out. The number of subscribers is 301, and subscriptions received totalled £15 16s 3d.	[5, 470, 136, 562]
paragraph: His Worship the Mayor (Mr J. M. Coradine) and Councillor H. J. O'Leary have been appointed to represent the Masterton Borough Council on the Masterton Fire Board.	[971, 1047, 1103, 1102]
divider-rule	[281, 826, 412, 827]
paragraph: At the meeting of the Masterton Borough Council last evening, the question of establishing standing committees was brought up by Cr O'Leary, who moved that work of finance, gas and abattoirs, and park and library committees be set up for the ensuing year.	[143, 486, 274, 560]
article-subheading: MONTHLY MEETING.	[855, 790, 942, 800]
article-heading: MOTOR TAXATION.	[163, 1170, 254, 1181]
article-subheading: WITHDRAWAL OF TROOPS FROM CHATALDJA.	[292, 439, 401, 459]
paragraph: At the annual meeting of the New Plymouth Harbour Board yesterday, Mr J. B. Connett was re-elected chairman, a position he has occupied since 1902. He was a member of the first board in 1875 and almost continuously since then.	[971, 973, 1103, 1047]
paragraph: The Mayor said he did not wish to move an amendment. The matter had been discussed by the Council at different times, and he always held the opinion that the work of the Council could, under ordinary conditions and when no loans were being dealt with, be done equally as well by the whole Council as a committee, as by separate committees. He would not see how committees could do better work than the Council as a whole, had done in the past. There were no arguments to show that the committee system was the better. If it was the wish of the Council to adopt the committee system, he would have every reason to feel satisfied if the business was done more efficiently than under the present system.	[143, 773, 274, 983]
article-subheading: DISCUSSION AT BOROUGH COUNCIL.	[153, 1183, 264, 1203]
paragraph: Mr S. Kingdon, custodian of the Dixon Street Baths, Masterton, in his annual report presented at last night's meeting of the Masterton Borough Council, recommended a number of improvements necessary at the baths. It was decided that the matter be held over pending a report being brought down by the Borough Engineer.	[5, 718, 136, 819]
article-heading: INTER-ISLAND MATCH.	[706, 1479, 815, 1490]
article-heading: JOHN BULL, JUNR.	[165, 101, 252, 111]
paragraph: These being no other nominations, the following gentlemen have been duly elected to their respective offices in the Pahiatua A. and P. Association for the ensuing year:—President, Mr A. McFarlane (re-elected); treasurer, Mr G. A. Burgess (re-elected); auditors, Messrs. Geo. Moore and G. C. Miller (re-elected); committee, Messrs. M. O'Connor, A. Dron, D. O'Brien, W. H. Bayliss, J. P. Beech, J. V. Crawford, W. Wakeman, J. Matthews, R. Haliburton, P. Bisset, N. Avery, Jacob Manson, F. Breach, H. M. Wilson, Geo. Richmond, J. E. Hewitt, J. D. C. Crewe, R. Parker, F. C. Neilson, G. H. Hodd, and W. N. Miller.	[5, 1103, 136, 1286]
divider-rule	[833, 1557, 964, 1558]
column-4	[416, 44, 570, 1839]
paragraph: The annual general meeting of the St. John Ambulance Brigade was held in the Dominion Hall, Masterton, last evening, there being about 75 persons present, including thirteen members of the Masterton Nursing Division. Miss Clifford, of the Palmerston Division, was also present.	[419, 1261, 550, 1344]
article-subheading: LACK OF UNITY.	[1004, 242, 1070, 252]
article-heading: WHY SHOULD EVERY HOME HAVE A HOT WATER BOTTLE?	[560, 1587, 685, 1622]
paragraph: Cr Candy thought the matter had been held up long enough, and should be dealt with straight away.	[281, 1433, 412, 1470]
divider-rule	[971, 1510, 1103, 1511]
byline: (By Telegraph—Press Association.)	[29, 1576, 112, 1595]
dateline: TIMARU, Last Night.	[722, 575, 799, 585]
article-heading: SLAUGHTERMEN'S STRIKE.	[696, 498, 825, 509]
article-heading: MASTERTON BOROUGH COUNCIL	[842, 765, 955, 788]
paragraph: Cr Ewington's resolution, on being put to the meeting, was carried.	[281, 1470, 412, 1499]
dateline: (Received Last Night, 11.35 o'clock.) ATHENS, May 7.	[295, 964, 398, 983]
article-heading: INTERNATIONAL TROOPS.	[285, 333, 408, 344]
paragraph: Cr Flanagan, in seconding the motion, said motors, though motor cars and cycles should be brought into line with other vehicles, which had to pay annual licenses. He quite agreed that motors should be specially taxed, but he did not agree that cars plying for hire should be taxed at a higher rate.	[143, 1463, 274, 1555]
paragraph: During the evening a programme of piano, and blindly searching for masking and stretcher drill was gone through in a very creditable manner, after which refreshments were provided.	[419, 1622, 550, 1687]
press-association-line: (United Press Association—By Electric Telegraph—Copyright.)	[975, 74, 1099, 92]
paragraph: International troops will occupy Skutari until the question of administration has been settled.	[281, 377, 412, 405]
